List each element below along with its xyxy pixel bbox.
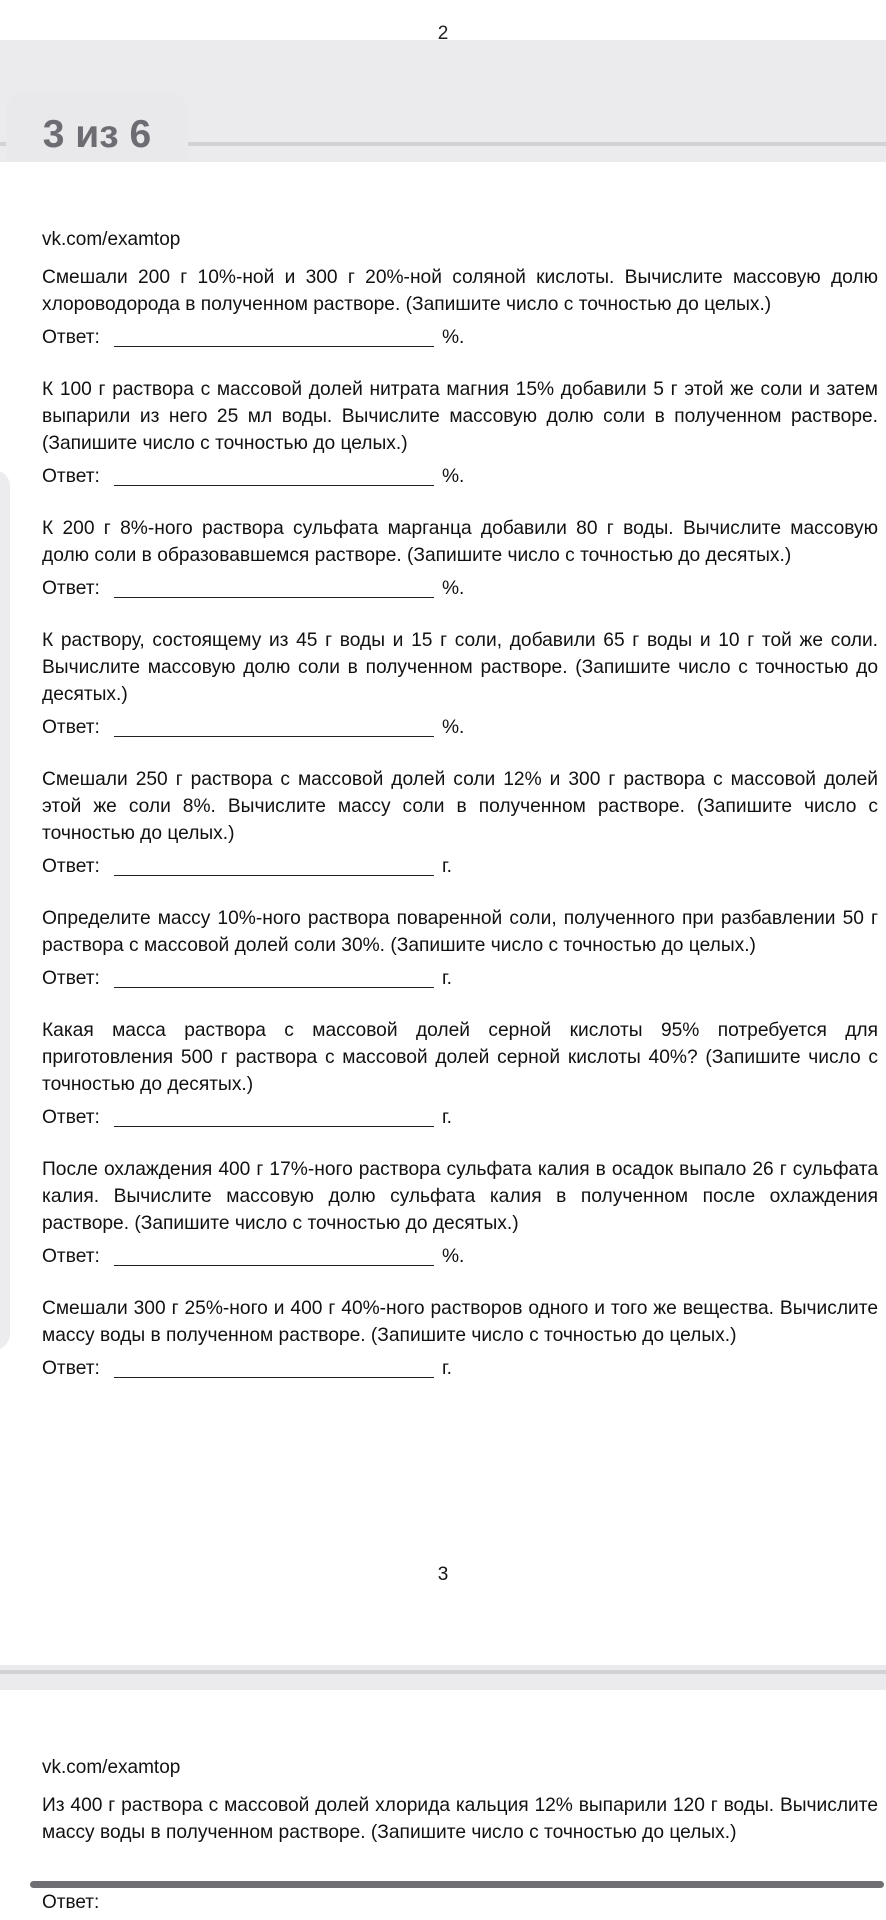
question-text: Определите массу 10%-ного раствора поваренной соли, полученного при разбавлении 50 г раствора с массовой долей соли 30%. (Запишите число с точностью до целых.)	[42, 908, 878, 956]
question-block	[42, 515, 878, 605]
answer-unit: %.	[442, 578, 465, 599]
answer-label: Ответ:	[42, 968, 100, 989]
question-text: Смешали 200 г 10%-ной и 300 г 20%-ной соляной кислоты. Вычислите массовую долю хлороводорода в полученном растворе. (Запишите число с точностью до целых.)	[42, 267, 878, 315]
questions-list	[42, 264, 878, 1385]
answer-field[interactable]	[114, 1126, 434, 1127]
answer-unit: г.	[442, 968, 452, 989]
answer-row	[42, 1245, 878, 1273]
answer-row	[42, 967, 878, 995]
question-text: К 200 г 8%-ного раствора сульфата марганца добавили 80 г воды. Вычислите массовую долю соли в образовавшемся растворе. (Запишите число с точностью до десятых.)	[42, 518, 878, 566]
answer-field[interactable]	[114, 597, 434, 598]
answer-label: Ответ:	[42, 1358, 100, 1379]
previous-page	[0, 0, 886, 44]
question-text: Смешали 300 г 25%-ного и 400 г 40%-ного растворов одного и того же вещества. Вычислите массу воды в полученном растворе. (Запишите число с точностью до целых.)	[42, 1298, 878, 1346]
answer-row	[42, 465, 878, 493]
answer-unit: %.	[442, 717, 465, 738]
question-text: К 100 г раствора с массовой долей нитрата магния 15% добавили 5 г этой же соли и затем выпарили из него 25 мл воды. Вычислите массовую долю соли в полученном растворе. (Запишите число с точностью до целых.)	[42, 379, 878, 454]
answer-unit: г.	[442, 1358, 452, 1379]
cut-answer-label: Ответ:	[42, 1892, 100, 1913]
question-text: Из 400 г раствора с массовой долей хлорида кальция 12% выпарили 120 г воды. Вычислите массу воды в полученном растворе. (Запишите число с точностью до целых.)	[42, 1795, 878, 1843]
question-block	[42, 264, 878, 354]
answer-label: Ответ:	[42, 578, 100, 599]
answer-field[interactable]	[114, 875, 434, 876]
answer-unit: %.	[442, 327, 465, 348]
answer-row	[42, 326, 878, 354]
answer-row	[42, 716, 878, 744]
page-separator	[0, 1670, 886, 1674]
watermark-logo	[0, 470, 16, 1350]
page-indicator-badge: 3 из 6	[6, 92, 188, 178]
question-block	[42, 627, 878, 744]
site-header[interactable]: vk.com/examtop	[42, 1757, 181, 1778]
answer-label: Ответ:	[42, 717, 100, 738]
answer-field[interactable]	[114, 485, 434, 486]
answer-field[interactable]	[114, 736, 434, 737]
answer-row	[42, 577, 878, 605]
question-block	[42, 766, 878, 883]
answer-unit: г.	[442, 1107, 452, 1128]
answer-unit: г.	[442, 856, 452, 877]
answer-label: Ответ:	[42, 466, 100, 487]
answer-field[interactable]	[114, 1265, 434, 1266]
answer-field[interactable]	[114, 1377, 434, 1378]
question-block	[42, 1295, 878, 1385]
answer-label: Ответ:	[42, 1246, 100, 1267]
site-header[interactable]: vk.com/examtop	[42, 229, 181, 250]
answer-row	[42, 855, 878, 883]
question-text: Какая масса раствора с массовой долей серной кислоты 95% потребуется для приготовления 500 г раствора с массовой долей серной кислоты 40%? (Запишите число с точностью до десятых.)	[42, 1020, 878, 1095]
question-block	[42, 1017, 878, 1134]
answer-field[interactable]	[114, 346, 434, 347]
question-block	[42, 1156, 878, 1273]
answer-unit: %.	[442, 466, 465, 487]
question-block	[42, 905, 878, 995]
answer-field[interactable]	[114, 987, 434, 988]
question-text: Смешали 250 г раствора с массовой долей соли 12% и 300 г раствора с массовой долей этой же соли 8%. Вычислите массу соли в полученном растворе. (Запишите число с точностью до целых.)	[42, 769, 878, 844]
question-text: К раствору, состоящему из 45 г воды и 15 г соли, добавили 65 г воды и 10 г той же соли. Вычислите массовую долю соли в полученном растворе. (Запишите число с точностью до десятых.)	[42, 630, 878, 705]
answer-unit: %.	[442, 1246, 465, 1267]
answer-label: Ответ:	[42, 1107, 100, 1128]
answer-row	[42, 1357, 878, 1385]
answer-label: Ответ:	[42, 327, 100, 348]
question-text: После охлаждения 400 г 17%-ного раствора сульфата калия в осадок выпало 26 г сульфата калия. Вычислите массовую долю сульфата калия в полученном после охлаждения растворе. (Запишите число с точностью до десятых.)	[42, 1159, 878, 1234]
answer-label: Ответ:	[42, 856, 100, 877]
document-page-3[interactable]	[0, 162, 886, 1665]
question-block	[42, 376, 878, 493]
answer-row	[42, 1106, 878, 1134]
prev-page-number: 2	[437, 23, 449, 44]
page-number: 3	[437, 1564, 449, 1585]
horizontal-scrollbar[interactable]	[30, 1881, 884, 1888]
